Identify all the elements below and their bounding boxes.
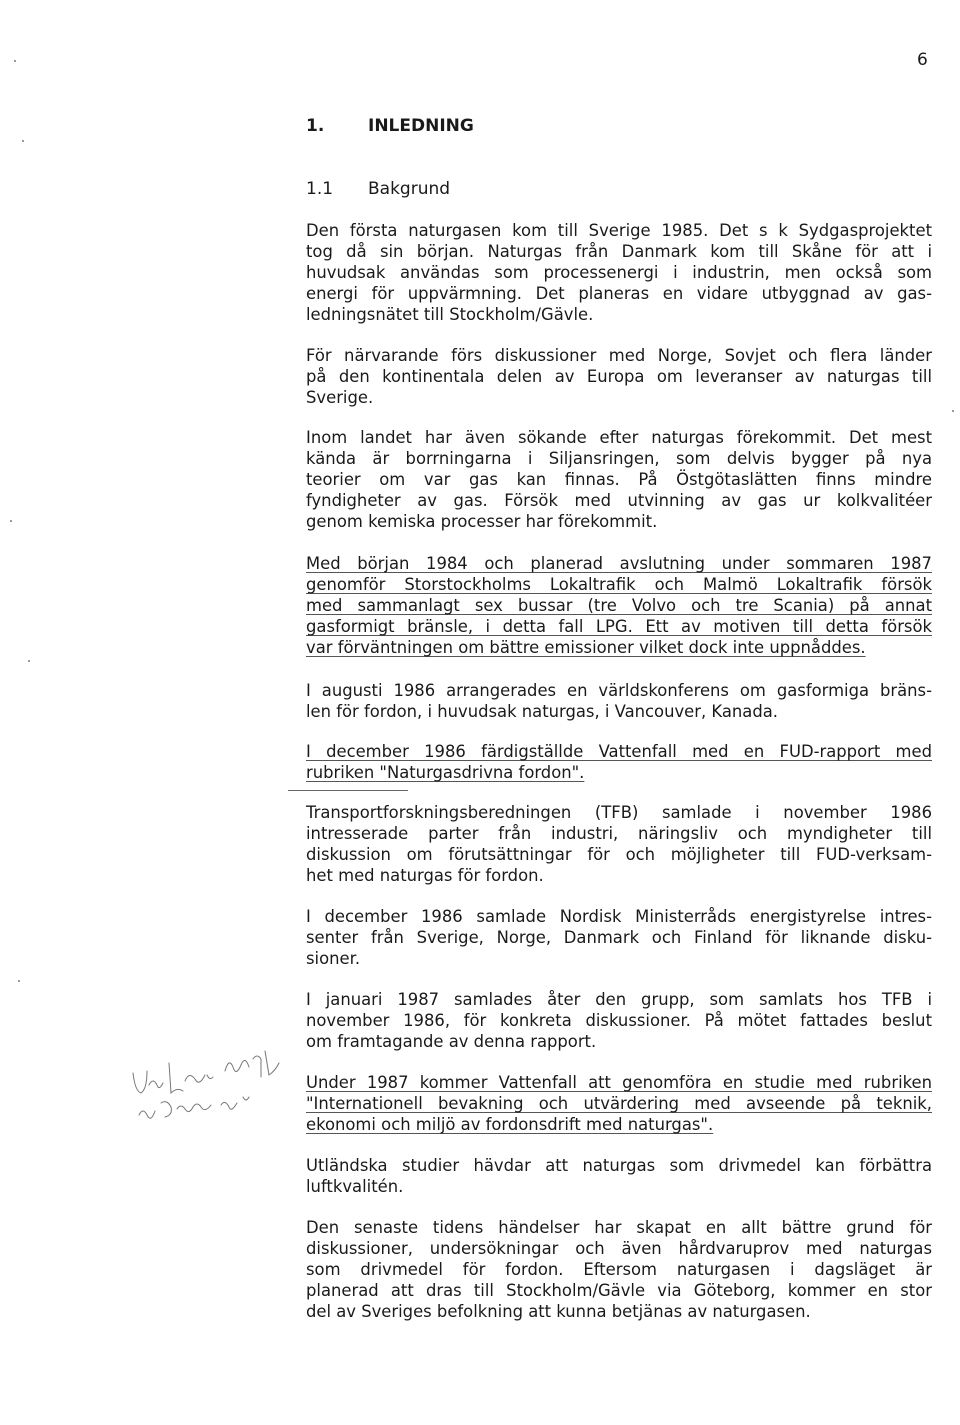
scan-speck — [22, 140, 24, 142]
text-line: tog då sin början. Naturgas från Danmark kom till Skåne för att i — [306, 242, 932, 261]
text-line: senter från Sverige, Norge, Danmark och Finland för liknande disku- — [306, 928, 932, 947]
text-line: Med början 1984 och planerad avslutning under sommaren 1987 — [306, 554, 932, 573]
text-line: genomför Storstockholms Lokaltrafik och Malmö Lokaltrafik försök — [306, 575, 932, 594]
text-line: Inom landet har även sökande efter naturgas förekommit. Det mest — [306, 428, 932, 447]
text-line: energi för uppvärmning. Det planeras en vidare utbyggnad av gas- — [306, 284, 932, 303]
text-line: planerad att dras till Stockholm/Gävle via Göteborg, kommer en stor — [306, 1281, 932, 1300]
paragraph-8 — [306, 906, 932, 969]
text-line: het med naturgas för fordon. — [306, 866, 544, 885]
section-number: 1.1 — [306, 179, 334, 199]
text-line: Den första naturgasen kom till Sverige 1985. Det s k Sydgasprojektet — [306, 221, 932, 240]
paragraph-2 — [306, 345, 932, 408]
separator-rule — [288, 790, 408, 791]
paragraph-3 — [306, 427, 932, 532]
text-line: ledningsnätet till Stockholm/Gävle. — [306, 305, 594, 324]
text-line: gasformigt bränsle, i detta fall LPG. Ett av motiven till detta försök — [306, 617, 932, 636]
text-line: I december 1986 färdigställde Vattenfall med en FUD-rapport med — [306, 742, 932, 761]
text-line: "Internationell bevakning och utvärdering med avseende på teknik, — [306, 1094, 932, 1113]
paragraph-4 — [306, 553, 932, 658]
paragraph-10 — [306, 1072, 932, 1135]
text-line: Under 1987 kommer Vattenfall att genomföra en studie med rubriken — [306, 1073, 932, 1092]
chapter-number: 1. — [306, 116, 325, 136]
text-line: För närvarande förs diskussioner med Norge, Sovjet och flera länder — [306, 346, 932, 365]
text-line: med sammanlagt sex bussar (tre Volvo och tre Scania) på annat — [306, 596, 932, 615]
text-line: ekonomi och miljö av fordonsdrift med naturgas". — [306, 1115, 714, 1134]
text-line: sioner. — [306, 949, 361, 968]
text-line: rubriken "Naturgasdrivna fordon". — [306, 763, 585, 782]
handwritten-margin-note — [125, 1045, 295, 1135]
text-line: var förväntningen om bättre emissioner vilket dock inte uppnåddes. — [306, 638, 866, 657]
text-line: Utländska studier hävdar att naturgas som drivmedel kan förbättra — [306, 1156, 932, 1175]
scan-speck — [952, 410, 954, 412]
text-line: diskussioner, undersökningar och även hårdvaruprov med naturgas — [306, 1239, 932, 1258]
paragraph-5 — [306, 680, 932, 722]
text-line: om framtagande av denna rapport. — [306, 1032, 597, 1051]
text-line: på den kontinentala delen av Europa om leveranser av naturgas till — [306, 367, 932, 386]
text-line: del av Sveriges befolkning att kunna betjänas av naturgasen. — [306, 1302, 811, 1321]
text-line: I december 1986 samlade Nordisk Ministerråds energistyrelse intres- — [306, 907, 932, 926]
chapter-heading — [306, 116, 474, 136]
text-line: Den senaste tidens händelser har skapat en allt bättre grund för — [306, 1218, 932, 1237]
paragraph-9 — [306, 989, 932, 1052]
text-line: fyndigheter av gas. Försök med utvinning av gas ur kolkvalitéer — [306, 491, 932, 510]
chapter-title: INLEDNING — [368, 116, 474, 136]
scan-speck — [28, 660, 30, 662]
scan-speck — [10, 520, 12, 522]
text-line: genom kemiska processer har förekommit. — [306, 512, 658, 531]
paragraph-6 — [306, 741, 932, 783]
text-line: november 1986, för konkreta diskussioner. På mötet fattades beslut — [306, 1011, 932, 1030]
section-title: Bakgrund — [368, 179, 451, 199]
text-line: kända är borrningarna i Siljansringen, som delvis bygger på nya — [306, 449, 932, 468]
text-line: I augusti 1986 arrangerades en världskonferens om gasformiga bräns- — [306, 681, 932, 700]
text-line: Sverige. — [306, 388, 374, 407]
paragraph-7 — [306, 802, 932, 886]
text-line: Transportforskningsberedningen (TFB) samlade i november 1986 — [306, 803, 932, 822]
text-line: teorier om var gas kan finnas. På Östgötaslätten finns mindre — [306, 470, 932, 489]
text-line: I januari 1987 samlades åter den grupp, som samlats hos TFB i — [306, 990, 932, 1009]
section-heading — [306, 179, 450, 199]
paragraph-12 — [306, 1217, 932, 1322]
paragraph-1 — [306, 220, 932, 325]
text-line: diskussion om förutsättningar för och möjligheter till FUD-verksam- — [306, 845, 932, 864]
text-line: intresserade parter från industri, näringsliv och myndigheter till — [306, 824, 932, 843]
page-number: 6 — [917, 50, 928, 70]
text-line: huvudsak användas som processenergi i industrin, men också som — [306, 263, 932, 282]
paragraph-11 — [306, 1155, 932, 1197]
scan-speck — [14, 60, 16, 62]
scan-speck — [18, 980, 20, 982]
text-line: len för fordon, i huvudsak naturgas, i Vancouver, Kanada. — [306, 702, 778, 721]
text-line: som drivmedel för fordon. Eftersom naturgasen i dagsläget är — [306, 1260, 932, 1279]
text-line: luftkvalitén. — [306, 1177, 404, 1196]
